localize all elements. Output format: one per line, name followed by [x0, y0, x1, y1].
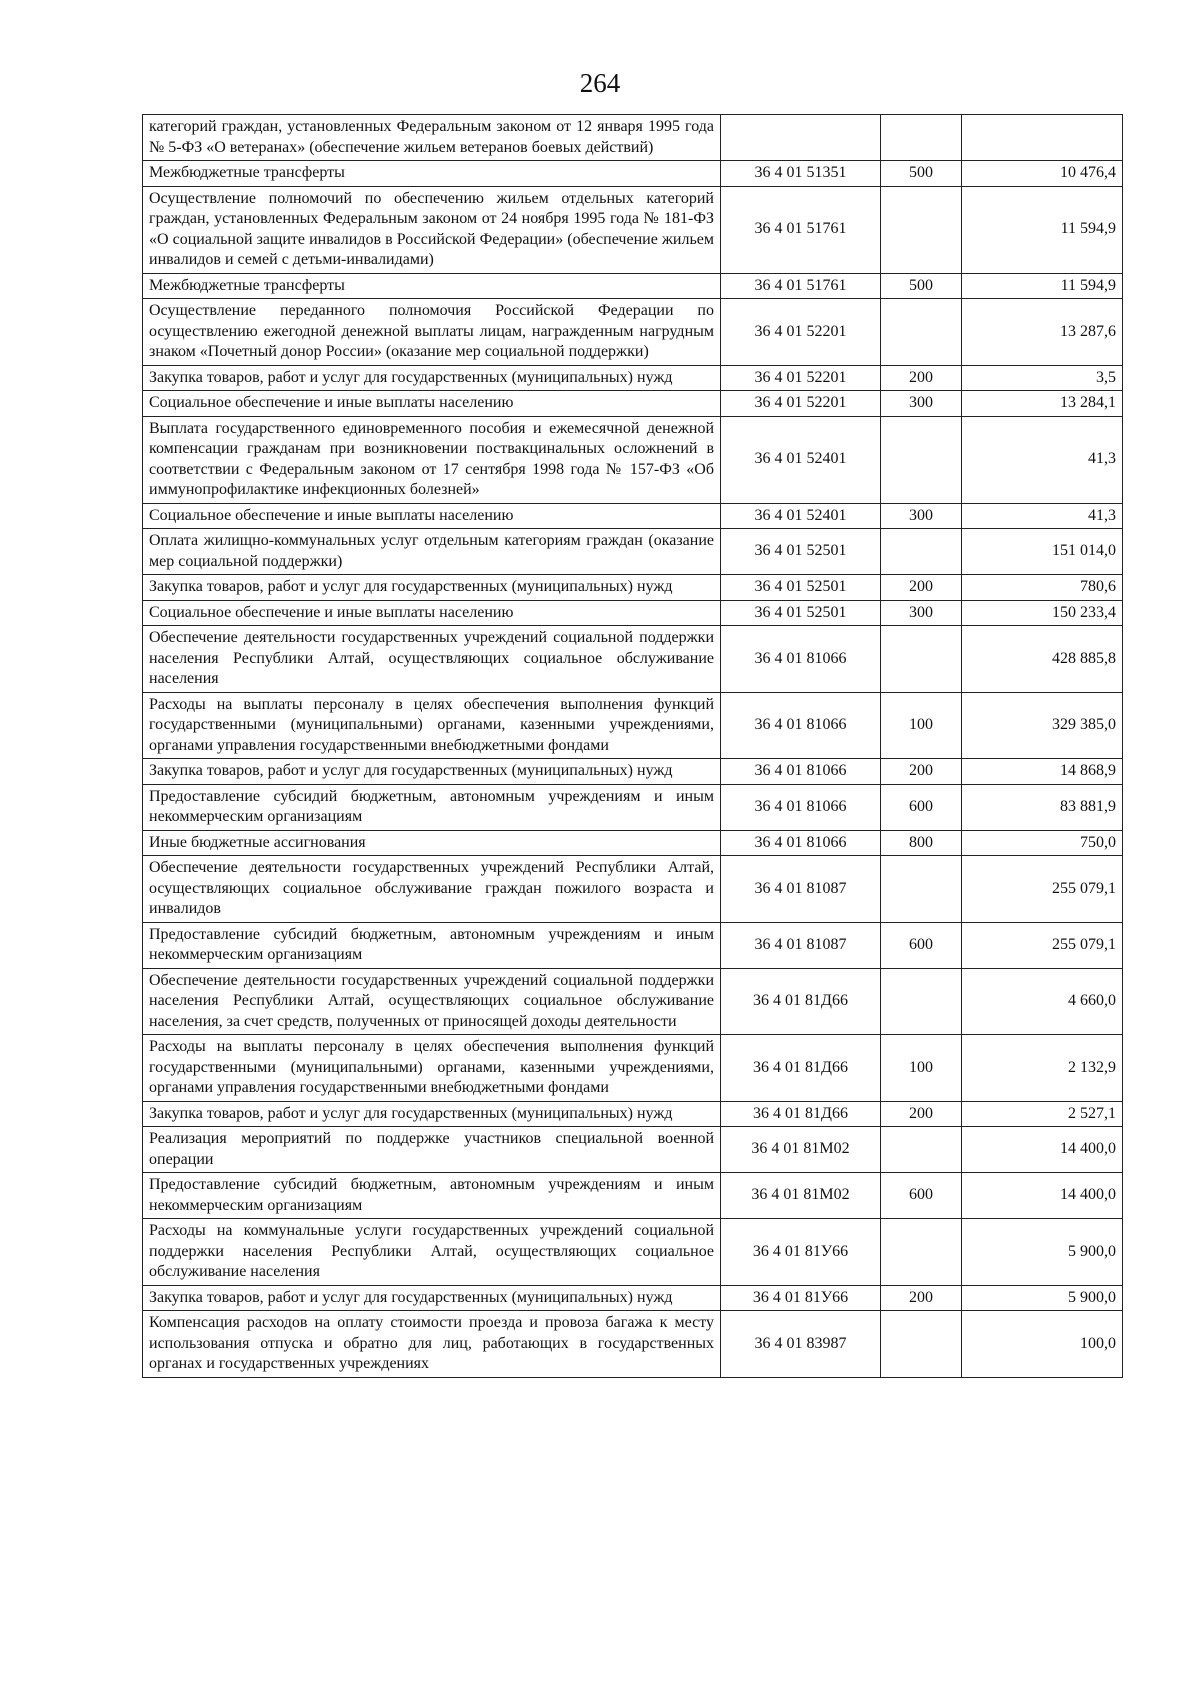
table-row: [143, 529, 1123, 575]
table-row: [143, 161, 1123, 187]
row-expense-type: [881, 968, 962, 1035]
row-name: Расходы на коммунальные услуги государственных учреждений социальной поддержки населения Республики Алтай, осуществляющих социальное обслуживание населения: [143, 1219, 721, 1286]
table-row: [143, 391, 1123, 417]
table-row: [143, 1127, 1123, 1173]
table-row: [143, 784, 1123, 830]
row-name: Обеспечение деятельности государственных учреждений социальной поддержки населения Республики Алтай, осуществляющих социальное обслуживание населения, за счет средств, полученных от приносящей доходы деятельности: [143, 968, 721, 1035]
table-row: [143, 1101, 1123, 1127]
row-expense-type: 100: [881, 692, 962, 759]
row-amount: 780,6: [962, 575, 1123, 601]
row-name: Социальное обеспечение и иные выплаты населению: [143, 600, 721, 626]
row-name: Закупка товаров, работ и услуг для государственных (муниципальных) нужд: [143, 1285, 721, 1311]
table-row: [143, 365, 1123, 391]
row-expense-type: [881, 299, 962, 366]
row-amount: 5 900,0: [962, 1219, 1123, 1286]
table-row: [143, 273, 1123, 299]
table-row: [143, 115, 1123, 161]
row-amount: 13 284,1: [962, 391, 1123, 417]
row-amount: 150 233,4: [962, 600, 1123, 626]
row-target-article: 36 4 01 81У66: [721, 1219, 881, 1286]
row-amount: 13 287,6: [962, 299, 1123, 366]
row-target-article: 36 4 01 52501: [721, 575, 881, 601]
row-target-article: 36 4 01 83987: [721, 1311, 881, 1378]
row-target-article: 36 4 01 81066: [721, 692, 881, 759]
budget-table: [142, 114, 1123, 1378]
row-name: Закупка товаров, работ и услуг для государственных (муниципальных) нужд: [143, 1101, 721, 1127]
row-expense-type: 600: [881, 784, 962, 830]
row-expense-type: 100: [881, 1035, 962, 1102]
row-name: Оплата жилищно-коммунальных услуг отдельным категориям граждан (оказание мер социальной поддержки): [143, 529, 721, 575]
table-row: [143, 922, 1123, 968]
row-amount: 14 400,0: [962, 1173, 1123, 1219]
row-name: Социальное обеспечение и иные выплаты населению: [143, 503, 721, 529]
row-target-article: 36 4 01 81М02: [721, 1127, 881, 1173]
row-amount: 83 881,9: [962, 784, 1123, 830]
row-target-article: 36 4 01 51351: [721, 161, 881, 187]
row-amount: 255 079,1: [962, 922, 1123, 968]
row-amount: 2 527,1: [962, 1101, 1123, 1127]
table-row: [143, 299, 1123, 366]
row-expense-type: [881, 1311, 962, 1378]
row-name: категорий граждан, установленных Федеральным законом от 12 января 1995 года № 5-ФЗ «О ветеранах» (обеспечение жильем ветеранов боевых действий): [143, 115, 721, 161]
row-target-article: 36 4 01 81У66: [721, 1285, 881, 1311]
row-target-article: 36 4 01 51761: [721, 273, 881, 299]
row-amount: 428 885,8: [962, 626, 1123, 693]
row-amount: 14 868,9: [962, 759, 1123, 785]
table-row: [143, 1311, 1123, 1378]
row-target-article: 36 4 01 52501: [721, 600, 881, 626]
row-expense-type: 300: [881, 503, 962, 529]
table-row: [143, 1285, 1123, 1311]
row-expense-type: [881, 1219, 962, 1286]
table-row: [143, 856, 1123, 923]
row-amount: 2 132,9: [962, 1035, 1123, 1102]
row-name: Иные бюджетные ассигнования: [143, 830, 721, 856]
row-expense-type: [881, 186, 962, 273]
table-row: [143, 759, 1123, 785]
row-name: Межбюджетные трансферты: [143, 273, 721, 299]
row-expense-type: 600: [881, 922, 962, 968]
row-expense-type: 200: [881, 575, 962, 601]
row-expense-type: [881, 416, 962, 503]
row-target-article: 36 4 01 52501: [721, 529, 881, 575]
row-expense-type: 300: [881, 391, 962, 417]
row-expense-type: 200: [881, 1101, 962, 1127]
row-name: Выплата государственного единовременного пособия и ежемесячной денежной компенсации гражданам при возникновении поствакцинальных осложнений в соответствии с Федеральным законом от 17 сентября 1998 года № 157-ФЗ «Об иммунопрофилактике инфекционных болезней»: [143, 416, 721, 503]
row-target-article: 36 4 01 52201: [721, 299, 881, 366]
table-row: [143, 830, 1123, 856]
row-expense-type: 500: [881, 161, 962, 187]
row-amount: 151 014,0: [962, 529, 1123, 575]
row-target-article: 36 4 01 81066: [721, 830, 881, 856]
row-name: Расходы на выплаты персоналу в целях обеспечения выполнения функций государственными (муниципальными) органами, казенными учреждениями, органами управления государственными внебюджетными фондами: [143, 1035, 721, 1102]
row-target-article: 36 4 01 52201: [721, 391, 881, 417]
row-expense-type: [881, 1127, 962, 1173]
table-row: [143, 503, 1123, 529]
row-expense-type: 200: [881, 365, 962, 391]
row-expense-type: [881, 626, 962, 693]
row-target-article: 36 4 01 52401: [721, 416, 881, 503]
page-number: 264: [579, 68, 621, 98]
table-row: [143, 692, 1123, 759]
row-target-article: 36 4 01 52401: [721, 503, 881, 529]
row-name: Осуществление переданного полномочия Российской Федерации по осуществлению ежегодной денежной выплаты лицам, награжденным нагрудным знаком «Почетный донор России» (оказание мер социальной поддержки): [143, 299, 721, 366]
table-row: [143, 626, 1123, 693]
row-amount: 5 900,0: [962, 1285, 1123, 1311]
row-expense-type: [881, 115, 962, 161]
row-name: Социальное обеспечение и иные выплаты населению: [143, 391, 721, 417]
row-name: Межбюджетные трансферты: [143, 161, 721, 187]
row-target-article: 36 4 01 52201: [721, 365, 881, 391]
table-row: [143, 1173, 1123, 1219]
row-name: Предоставление субсидий бюджетным, автономным учреждениям и иным некоммерческим организациям: [143, 922, 721, 968]
row-target-article: 36 4 01 81Д66: [721, 1101, 881, 1127]
row-expense-type: 200: [881, 1285, 962, 1311]
row-amount: 4 660,0: [962, 968, 1123, 1035]
row-amount: 3,5: [962, 365, 1123, 391]
row-target-article: 36 4 01 81Д66: [721, 1035, 881, 1102]
table-row: [143, 1219, 1123, 1286]
table-row: [143, 416, 1123, 503]
row-target-article: 36 4 01 51761: [721, 186, 881, 273]
row-target-article: 36 4 01 81066: [721, 759, 881, 785]
table-row: [143, 968, 1123, 1035]
row-name: Расходы на выплаты персоналу в целях обеспечения выполнения функций государственными (муниципальными) органами, казенными учреждениями, органами управления государственными внебюджетными фондами: [143, 692, 721, 759]
row-amount: 329 385,0: [962, 692, 1123, 759]
table-row: [143, 575, 1123, 601]
row-target-article: 36 4 01 81Д66: [721, 968, 881, 1035]
row-target-article: [721, 115, 881, 161]
row-name: Закупка товаров, работ и услуг для государственных (муниципальных) нужд: [143, 365, 721, 391]
row-name: Закупка товаров, работ и услуг для государственных (муниципальных) нужд: [143, 759, 721, 785]
table-row: [143, 1035, 1123, 1102]
row-expense-type: [881, 856, 962, 923]
row-name: Обеспечение деятельности государственных учреждений социальной поддержки населения Республики Алтай, осуществляющих социальное обслуживание населения: [143, 626, 721, 693]
row-expense-type: 600: [881, 1173, 962, 1219]
row-name: Осуществление полномочий по обеспечению жильем отдельных категорий граждан, установленных Федеральным законом от 24 ноября 1995 года № 181-ФЗ «О социальной защите инвалидов в Российской Федерации» (обеспечение жильем инвалидов и семей с детьми-инвалидами): [143, 186, 721, 273]
row-target-article: 36 4 01 81087: [721, 856, 881, 923]
row-amount: 10 476,4: [962, 161, 1123, 187]
row-amount: 41,3: [962, 416, 1123, 503]
row-expense-type: 500: [881, 273, 962, 299]
row-name: Предоставление субсидий бюджетным, автономным учреждениям и иным некоммерческим организациям: [143, 784, 721, 830]
row-amount: 14 400,0: [962, 1127, 1123, 1173]
row-name: Закупка товаров, работ и услуг для государственных (муниципальных) нужд: [143, 575, 721, 601]
row-target-article: 36 4 01 81066: [721, 626, 881, 693]
row-target-article: 36 4 01 81066: [721, 784, 881, 830]
row-amount: 11 594,9: [962, 186, 1123, 273]
budget-table-body: [143, 115, 1123, 1378]
table-row: [143, 186, 1123, 273]
row-amount: 11 594,9: [962, 273, 1123, 299]
row-expense-type: [881, 529, 962, 575]
row-target-article: 36 4 01 81М02: [721, 1173, 881, 1219]
row-amount: 41,3: [962, 503, 1123, 529]
row-amount: [962, 115, 1123, 161]
row-name: Реализация мероприятий по поддержке участников специальной военной операции: [143, 1127, 721, 1173]
row-name: Предоставление субсидий бюджетным, автономным учреждениям и иным некоммерческим организациям: [143, 1173, 721, 1219]
row-expense-type: 300: [881, 600, 962, 626]
table-row: [143, 600, 1123, 626]
row-amount: 750,0: [962, 830, 1123, 856]
row-target-article: 36 4 01 81087: [721, 922, 881, 968]
row-expense-type: 200: [881, 759, 962, 785]
row-amount: 255 079,1: [962, 856, 1123, 923]
row-name: Компенсация расходов на оплату стоимости проезда и провоза багажа к месту использования отпуска и обратно для лиц, работающих в государственных органах и государственных учреждениях: [143, 1311, 721, 1378]
row-expense-type: 800: [881, 830, 962, 856]
row-amount: 100,0: [962, 1311, 1123, 1378]
row-name: Обеспечение деятельности государственных учреждений Республики Алтай, осуществляющих социальное обслуживание граждан пожилого возраста и инвалидов: [143, 856, 721, 923]
